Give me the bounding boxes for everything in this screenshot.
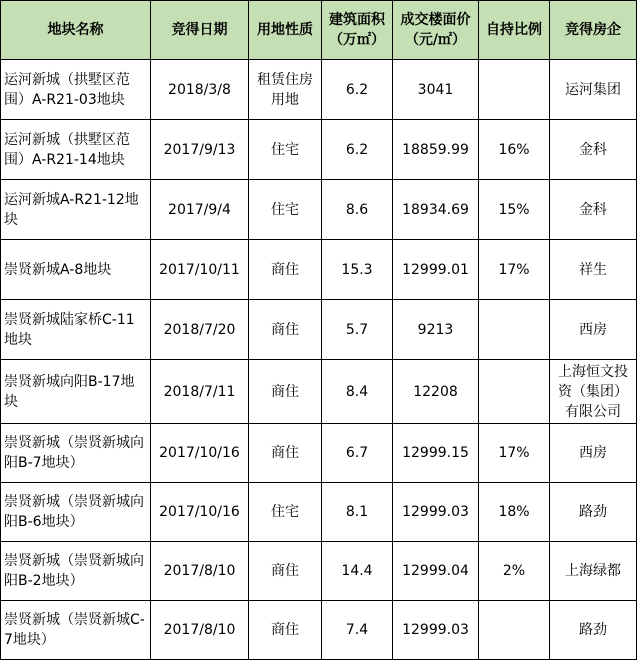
cell-land-use: 商住 bbox=[249, 424, 322, 483]
table-row bbox=[1, 601, 637, 660]
cell-land-use: 住宅 bbox=[249, 483, 322, 542]
cell-date: 2017/10/16 bbox=[151, 483, 249, 542]
cell-developer: 西房 bbox=[550, 424, 637, 483]
cell-floor-area: 8.1 bbox=[322, 483, 393, 542]
cell-self-hold-ratio: 15% bbox=[479, 180, 550, 240]
cell-land-use: 商住 bbox=[249, 542, 322, 601]
cell-date: 2017/10/16 bbox=[151, 424, 249, 483]
cell-developer: 祥生 bbox=[550, 240, 637, 300]
cell-date: 2017/8/10 bbox=[151, 542, 249, 601]
cell-unit-price: 9213 bbox=[393, 300, 479, 360]
table-row bbox=[1, 240, 637, 300]
table-row bbox=[1, 424, 637, 483]
cell-land-use: 住宅 bbox=[249, 120, 322, 180]
cell-unit-price: 18934.69 bbox=[393, 180, 479, 240]
cell-unit-price: 12999.04 bbox=[393, 542, 479, 601]
cell-plot-name: 运河新城A-R21-12地块 bbox=[1, 180, 151, 240]
table-row bbox=[1, 542, 637, 601]
table-row bbox=[1, 120, 637, 180]
header-date: 竞得日期 bbox=[151, 1, 249, 60]
cell-land-use: 住宅 bbox=[249, 180, 322, 240]
cell-developer: 金科 bbox=[550, 120, 637, 180]
cell-unit-price: 18859.99 bbox=[393, 120, 479, 180]
cell-developer: 金科 bbox=[550, 180, 637, 240]
cell-floor-area: 6.2 bbox=[322, 60, 393, 120]
cell-self-hold-ratio bbox=[479, 360, 550, 424]
cell-plot-name: 崇贤新城陆家桥C-11地块 bbox=[1, 300, 151, 360]
cell-land-use: 商住 bbox=[249, 240, 322, 300]
header-land-use: 用地性质 bbox=[249, 1, 322, 60]
cell-floor-area: 8.4 bbox=[322, 360, 393, 424]
table-row bbox=[1, 60, 637, 120]
cell-self-hold-ratio bbox=[479, 300, 550, 360]
cell-floor-area: 8.6 bbox=[322, 180, 393, 240]
cell-unit-price: 12208 bbox=[393, 360, 479, 424]
cell-unit-price: 12999.15 bbox=[393, 424, 479, 483]
cell-land-use: 商住 bbox=[249, 300, 322, 360]
cell-self-hold-ratio: 18% bbox=[479, 483, 550, 542]
cell-date: 2017/8/10 bbox=[151, 601, 249, 660]
cell-unit-price: 12999.01 bbox=[393, 240, 479, 300]
table-row bbox=[1, 483, 637, 542]
cell-self-hold-ratio: 17% bbox=[479, 240, 550, 300]
cell-self-hold-ratio: 17% bbox=[479, 424, 550, 483]
header-plot-name: 地块名称 bbox=[1, 1, 151, 60]
header-unit-price: 成交楼面价（元/㎡） bbox=[393, 1, 479, 60]
cell-plot-name: 崇贤新城（崇贤新城C-7地块） bbox=[1, 601, 151, 660]
cell-unit-price: 12999.03 bbox=[393, 601, 479, 660]
cell-plot-name: 崇贤新城向阳B-17地块 bbox=[1, 360, 151, 424]
table-row bbox=[1, 300, 637, 360]
cell-plot-name: 崇贤新城（崇贤新城向阳B-2地块） bbox=[1, 542, 151, 601]
cell-self-hold-ratio bbox=[479, 60, 550, 120]
cell-plot-name: 崇贤新城（崇贤新城向阳B-7地块） bbox=[1, 424, 151, 483]
cell-plot-name: 运河新城（拱墅区范围）A-R21-14地块 bbox=[1, 120, 151, 180]
cell-developer: 西房 bbox=[550, 300, 637, 360]
cell-developer: 路劲 bbox=[550, 601, 637, 660]
cell-date: 2018/3/8 bbox=[151, 60, 249, 120]
cell-floor-area: 7.4 bbox=[322, 601, 393, 660]
cell-plot-name: 崇贤新城A-8地块 bbox=[1, 240, 151, 300]
cell-date: 2017/10/11 bbox=[151, 240, 249, 300]
cell-self-hold-ratio bbox=[479, 601, 550, 660]
table-row bbox=[1, 180, 637, 240]
cell-date: 2018/7/11 bbox=[151, 360, 249, 424]
cell-date: 2017/9/4 bbox=[151, 180, 249, 240]
cell-developer: 上海恒文投资（集团）有限公司 bbox=[550, 360, 637, 424]
cell-floor-area: 15.3 bbox=[322, 240, 393, 300]
cell-developer: 上海绿都 bbox=[550, 542, 637, 601]
cell-unit-price: 12999.03 bbox=[393, 483, 479, 542]
cell-plot-name: 崇贤新城（崇贤新城向阳B-6地块） bbox=[1, 483, 151, 542]
cell-land-use: 商住 bbox=[249, 360, 322, 424]
header-developer: 竞得房企 bbox=[550, 1, 637, 60]
cell-land-use: 租赁住房用地 bbox=[249, 60, 322, 120]
cell-self-hold-ratio: 2% bbox=[479, 542, 550, 601]
cell-unit-price: 3041 bbox=[393, 60, 479, 120]
cell-self-hold-ratio: 16% bbox=[479, 120, 550, 180]
header-floor-area: 建筑面积（万㎡） bbox=[322, 1, 393, 60]
table-row bbox=[1, 360, 637, 424]
cell-floor-area: 6.2 bbox=[322, 120, 393, 180]
header-self-hold-ratio: 自持比例 bbox=[479, 1, 550, 60]
table-header-row bbox=[1, 1, 637, 60]
cell-land-use: 商住 bbox=[249, 601, 322, 660]
cell-floor-area: 5.7 bbox=[322, 300, 393, 360]
cell-floor-area: 14.4 bbox=[322, 542, 393, 601]
cell-date: 2018/7/20 bbox=[151, 300, 249, 360]
cell-developer: 路劲 bbox=[550, 483, 637, 542]
cell-floor-area: 6.7 bbox=[322, 424, 393, 483]
cell-plot-name: 运河新城（拱墅区范围）A-R21-03地块 bbox=[1, 60, 151, 120]
cell-developer: 运河集团 bbox=[550, 60, 637, 120]
cell-date: 2017/9/13 bbox=[151, 120, 249, 180]
